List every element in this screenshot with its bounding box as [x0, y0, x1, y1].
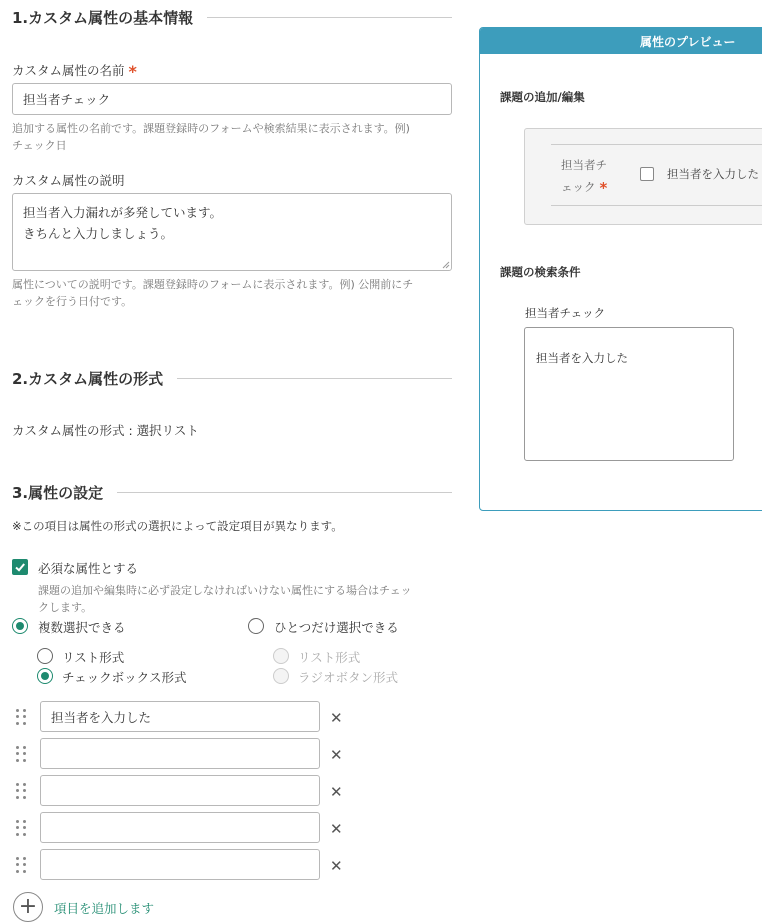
preview-edit-heading: 課題の追加/編集: [500, 90, 585, 104]
preview-search-label: 担当者チェック: [525, 306, 606, 320]
item-input[interactable]: [40, 701, 320, 732]
description-line: きちんと入力しましょう。: [23, 226, 174, 241]
divider: [177, 378, 452, 379]
drag-handle-icon[interactable]: [16, 709, 26, 725]
divider: [117, 492, 452, 493]
section-settings-title: [12, 482, 452, 503]
preview-checkbox[interactable]: [640, 167, 654, 181]
single-select-label[interactable]: ひとつだけ選択できる: [274, 620, 399, 635]
preview-field-label: [561, 155, 607, 198]
attribute-name-input[interactable]: [12, 83, 452, 115]
attribute-preview-panel: [479, 27, 762, 511]
divider: [207, 17, 452, 18]
preview-checkbox-label: 担当者を入力した: [667, 167, 759, 181]
item-value: 担当者を入力した: [51, 709, 152, 725]
multi-checkbox-label[interactable]: チェックボックス形式: [62, 670, 187, 685]
required-mark: *: [128, 62, 137, 81]
field-label-line: ェック: [561, 180, 596, 194]
single-radio-style-radio: [273, 668, 289, 684]
delete-item-icon[interactable]: ✕: [330, 857, 343, 875]
preview-title: 属性のプレビュー: [640, 34, 736, 49]
item-input[interactable]: [40, 738, 320, 769]
section-basic-info-title: [12, 7, 452, 28]
section-title-text: 1.カスタム属性の基本情報: [12, 9, 194, 27]
required-checkbox[interactable]: [12, 559, 28, 575]
preview-search-option[interactable]: 担当者を入力した: [536, 351, 628, 365]
help-line: 課題の追加や編集時に必ず設定しなければいけない属性にする場合はチェッ: [38, 584, 412, 597]
multi-select-radio[interactable]: [12, 618, 28, 634]
help-line: チェック日: [12, 139, 67, 152]
help-line: 属性についての説明です。課題登録時のフォームに表示されます。例) 公開前にチ: [12, 278, 414, 291]
preview-field-row: [551, 144, 762, 206]
attribute-name-value: 担当者チェック: [23, 92, 111, 107]
item-input[interactable]: [40, 849, 320, 880]
delete-item-icon[interactable]: ✕: [330, 820, 343, 838]
preview-search-listbox[interactable]: [524, 327, 734, 461]
resize-grip-icon[interactable]: [442, 261, 450, 269]
attribute-description-textarea[interactable]: [12, 193, 452, 271]
multi-select-label[interactable]: 複数選択できる: [38, 620, 126, 635]
description-help-text: [12, 276, 457, 310]
section-title-text: 2.カスタム属性の形式: [12, 370, 164, 388]
settings-note: ※この項目は属性の形式の選択によって設定項目が異なります。: [12, 519, 343, 533]
drag-handle-icon[interactable]: [16, 820, 26, 836]
delete-item-icon[interactable]: ✕: [330, 746, 343, 764]
required-checkbox-label[interactable]: 必須な属性とする: [38, 561, 139, 576]
help-line: 追加する属性の名前です。課題登録時のフォームや検索結果に表示されます。例): [12, 122, 410, 135]
format-text: カスタム属性の形式 : 選択リスト: [12, 423, 199, 438]
name-help-text: [12, 120, 457, 154]
delete-item-icon[interactable]: ✕: [330, 783, 343, 801]
drag-handle-icon[interactable]: [16, 857, 26, 873]
single-list-radio: [273, 648, 289, 664]
preview-search-heading: 課題の検索条件: [500, 265, 581, 279]
required-mark: *: [599, 179, 608, 197]
name-field-label: [12, 60, 137, 79]
preview-header: [480, 28, 762, 54]
section-format-title: [12, 368, 452, 389]
add-item-icon[interactable]: +: [13, 892, 43, 922]
description-field-label: カスタム属性の説明: [12, 173, 125, 188]
delete-item-icon[interactable]: ✕: [330, 709, 343, 727]
single-select-radio[interactable]: [248, 618, 264, 634]
single-radio-style-label: ラジオボタン形式: [298, 670, 399, 685]
multi-list-label[interactable]: リスト形式: [62, 650, 125, 665]
required-help-text: [38, 582, 458, 616]
drag-handle-icon[interactable]: [16, 783, 26, 799]
name-label-text: カスタム属性の名前: [12, 63, 125, 78]
help-line: ェックを行う日付です。: [12, 295, 133, 308]
multi-list-radio[interactable]: [37, 648, 53, 664]
section-title-text: 3.属性の設定: [12, 484, 104, 502]
multi-checkbox-radio[interactable]: [37, 668, 53, 684]
single-list-label: リスト形式: [298, 650, 361, 665]
add-item-link[interactable]: 項目を追加します: [54, 901, 155, 916]
item-input[interactable]: [40, 775, 320, 806]
checkmark-icon: [14, 561, 26, 573]
field-label-line: 担当者チ: [561, 158, 607, 172]
description-line: 担当者入力漏れが多発しています。: [23, 205, 223, 220]
preview-edit-box: [524, 128, 762, 225]
help-line: クします。: [38, 601, 93, 614]
item-input[interactable]: [40, 812, 320, 843]
drag-handle-icon[interactable]: [16, 746, 26, 762]
